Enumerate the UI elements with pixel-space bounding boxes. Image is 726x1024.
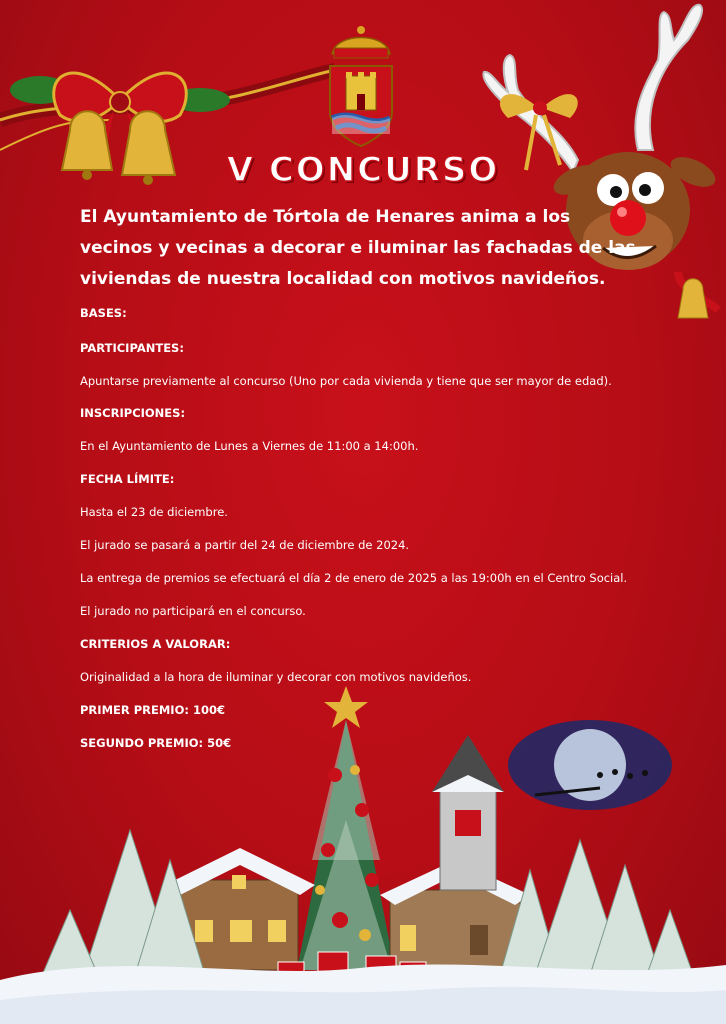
section-heading: PARTICIPANTES: <box>80 341 184 355</box>
rule-text: Apuntarse previamente al concurso (Uno por cada vivienda y tiene que ser mayor de edad). <box>80 374 612 388</box>
rule-text: En el Ayuntamiento de Lunes a Viernes de 11:00 a 14:00h. <box>80 439 419 453</box>
section-heading: SEGUNDO PREMIO: 50€ <box>80 736 232 750</box>
section-heading: FECHA LÍMITE: <box>80 472 175 486</box>
rule-text: El jurado no participará en el concurso. <box>80 604 306 618</box>
section-heading: PRIMER PREMIO: 100€ <box>80 703 225 717</box>
intro-paragraph: El Ayuntamiento de Tórtola de Henares anima a los vecinos y vecinas a decorar e iluminar las fachadas de las viviendas de nuestra localidad con motivos navideños. <box>80 207 636 289</box>
rule-text: Hasta el 23 de diciembre. <box>80 505 228 519</box>
section-heading: INSCRIPCIONES: <box>80 406 186 420</box>
rule-text: La entrega de premios se efectuará el día 2 de enero de 2025 a las 19:00h en el Centro Social. <box>80 571 628 585</box>
section-heading: CRITERIOS A VALORAR: <box>80 637 231 651</box>
coat-of-arms-icon <box>324 22 398 150</box>
rule-text: Originalidad a la hora de iluminar y decorar con motivos navideños. <box>80 670 472 684</box>
rule-text: El jurado se pasará a partir del 24 de diciembre de 2024. <box>80 538 410 552</box>
christmas-village-scene <box>0 680 726 1024</box>
section-heading: BASES: <box>80 306 127 320</box>
page-title: V CONCURSO <box>226 150 500 190</box>
